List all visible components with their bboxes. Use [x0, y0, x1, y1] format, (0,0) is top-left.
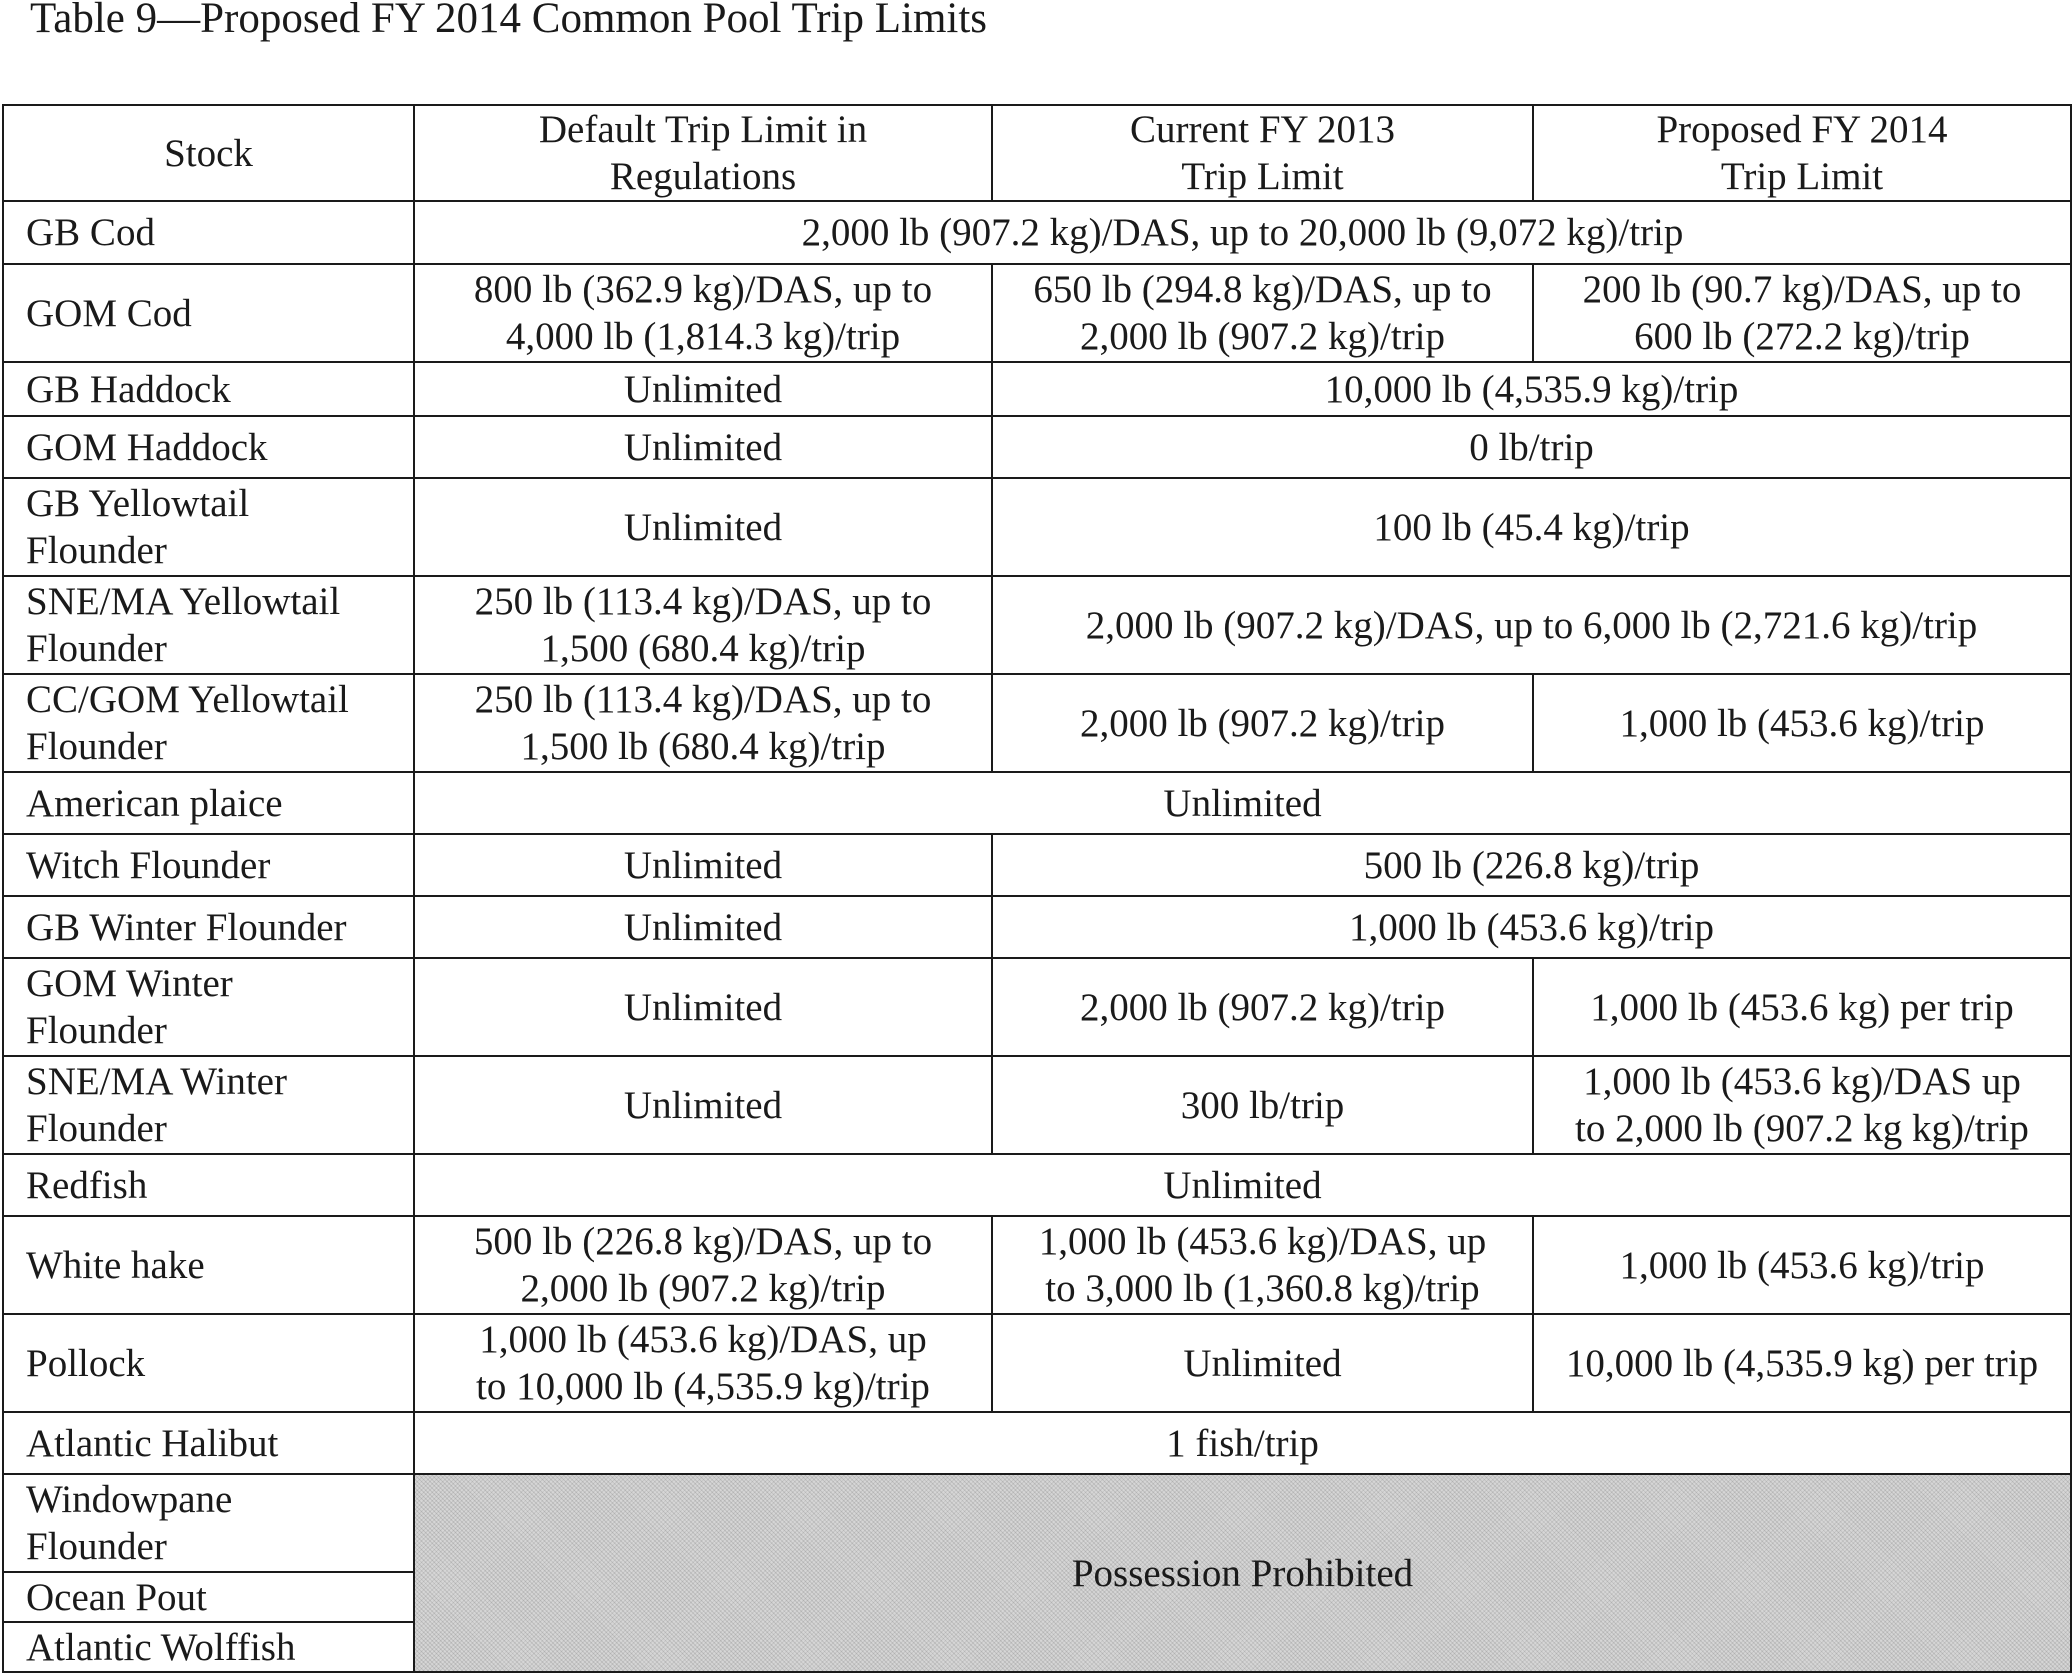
limit-cell: 10,000 lb (4,535.9 kg)/trip [992, 362, 2071, 416]
stock-cell: Witch Flounder [3, 834, 414, 896]
stock-cell: GOM Winter Flounder [3, 958, 414, 1056]
stock-cell: American plaice [3, 772, 414, 834]
header-row [3, 105, 2071, 201]
stock-cell: Pollock [3, 1314, 414, 1412]
stock-cell: Atlantic Halibut [3, 1412, 414, 1474]
table-row [3, 1412, 2071, 1474]
table-row [3, 362, 2071, 416]
stock-cell: SNE/MA Winter Flounder [3, 1056, 414, 1154]
trip-limits-table [2, 104, 2072, 1673]
limit-cell: Unlimited [414, 958, 992, 1056]
limit-cell: 100 lb (45.4 kg)/trip [992, 478, 2071, 576]
limit-cell: Unlimited [992, 1314, 1533, 1412]
stock-cell: Redfish [3, 1154, 414, 1216]
limit-cell: Unlimited [414, 772, 2071, 834]
limit-cell: Unlimited [414, 478, 992, 576]
page-title: Table 9—Proposed FY 2014 Common Pool Trip Limits [30, 0, 988, 42]
header-stock: Stock [3, 105, 414, 201]
table-row [3, 576, 2071, 674]
stock-cell: GB Winter Flounder [3, 896, 414, 958]
limit-cell: Unlimited [414, 416, 992, 478]
table-row [3, 264, 2071, 362]
limit-cell: 1,000 lb (453.6 kg)/trip [1533, 1216, 2071, 1314]
limit-cell: 250 lb (113.4 kg)/DAS, up to 1,500 lb (680.4 kg)/trip [414, 674, 992, 772]
table-row [3, 772, 2071, 834]
limit-cell: 2,000 lb (907.2 kg)/DAS, up to 6,000 lb (2,721.6 kg)/trip [992, 576, 2071, 674]
limit-cell: 0 lb/trip [992, 416, 2071, 478]
stock-cell: GB Haddock [3, 362, 414, 416]
stock-cell: GOM Haddock [3, 416, 414, 478]
limit-cell: 1,000 lb (453.6 kg)/DAS up to 2,000 lb (907.2 kg kg)/trip [1533, 1056, 2071, 1154]
stock-cell: SNE/MA Yellowtail Flounder [3, 576, 414, 674]
table-row [3, 1056, 2071, 1154]
limit-cell: 1,000 lb (453.6 kg) per trip [1533, 958, 2071, 1056]
limit-cell: 1,000 lb (453.6 kg)/DAS, up to 10,000 lb (4,535.9 kg)/trip [414, 1314, 992, 1412]
limit-cell: 1,000 lb (453.6 kg)/trip [1533, 674, 2071, 772]
table-row [3, 674, 2071, 772]
stock-cell: Atlantic Wolffish [3, 1622, 414, 1672]
limit-cell: 650 lb (294.8 kg)/DAS, up to 2,000 lb (907.2 kg)/trip [992, 264, 1533, 362]
header-proposed: Proposed FY 2014 Trip Limit [1533, 105, 2071, 201]
limit-cell: 200 lb (90.7 kg)/DAS, up to 600 lb (272.2 kg)/trip [1533, 264, 2071, 362]
table-row [3, 834, 2071, 896]
stock-cell: CC/GOM Yellowtail Flounder [3, 674, 414, 772]
table-row [3, 1154, 2071, 1216]
table-row [3, 201, 2071, 264]
table-row [3, 1216, 2071, 1314]
stock-cell: White hake [3, 1216, 414, 1314]
stock-cell: GB Yellowtail Flounder [3, 478, 414, 576]
possession-prohibited-cell: Possession Prohibited [414, 1474, 2071, 1672]
limit-cell: Unlimited [414, 896, 992, 958]
limit-cell: 500 lb (226.8 kg)/trip [992, 834, 2071, 896]
limit-cell: Unlimited [414, 1154, 2071, 1216]
limit-cell: 300 lb/trip [992, 1056, 1533, 1154]
limit-cell: Unlimited [414, 1056, 992, 1154]
stock-cell: Ocean Pout [3, 1572, 414, 1622]
table-row [3, 1474, 2071, 1572]
limit-cell: 2,000 lb (907.2 kg)/trip [992, 674, 1533, 772]
limit-cell: 1,000 lb (453.6 kg)/trip [992, 896, 2071, 958]
table-row [3, 416, 2071, 478]
table-row [3, 1314, 2071, 1412]
stock-cell: Windowpane Flounder [3, 1474, 414, 1572]
table-row [3, 896, 2071, 958]
limit-cell: 2,000 lb (907.2 kg)/DAS, up to 20,000 lb (9,072 kg)/trip [414, 201, 2071, 264]
header-default: Default Trip Limit in Regulations [414, 105, 992, 201]
stock-cell: GB Cod [3, 201, 414, 264]
limit-cell: 2,000 lb (907.2 kg)/trip [992, 958, 1533, 1056]
stock-cell: GOM Cod [3, 264, 414, 362]
limit-cell: 800 lb (362.9 kg)/DAS, up to 4,000 lb (1,814.3 kg)/trip [414, 264, 992, 362]
limit-cell: 10,000 lb (4,535.9 kg) per trip [1533, 1314, 2071, 1412]
table-row [3, 958, 2071, 1056]
limit-cell: 1 fish/trip [414, 1412, 2071, 1474]
limit-cell: 250 lb (113.4 kg)/DAS, up to 1,500 (680.4 kg)/trip [414, 576, 992, 674]
limit-cell: 500 lb (226.8 kg)/DAS, up to 2,000 lb (907.2 kg)/trip [414, 1216, 992, 1314]
header-current: Current FY 2013 Trip Limit [992, 105, 1533, 201]
limit-cell: Unlimited [414, 834, 992, 896]
table-row [3, 478, 2071, 576]
limit-cell: Unlimited [414, 362, 992, 416]
limit-cell: 1,000 lb (453.6 kg)/DAS, up to 3,000 lb (1,360.8 kg)/trip [992, 1216, 1533, 1314]
